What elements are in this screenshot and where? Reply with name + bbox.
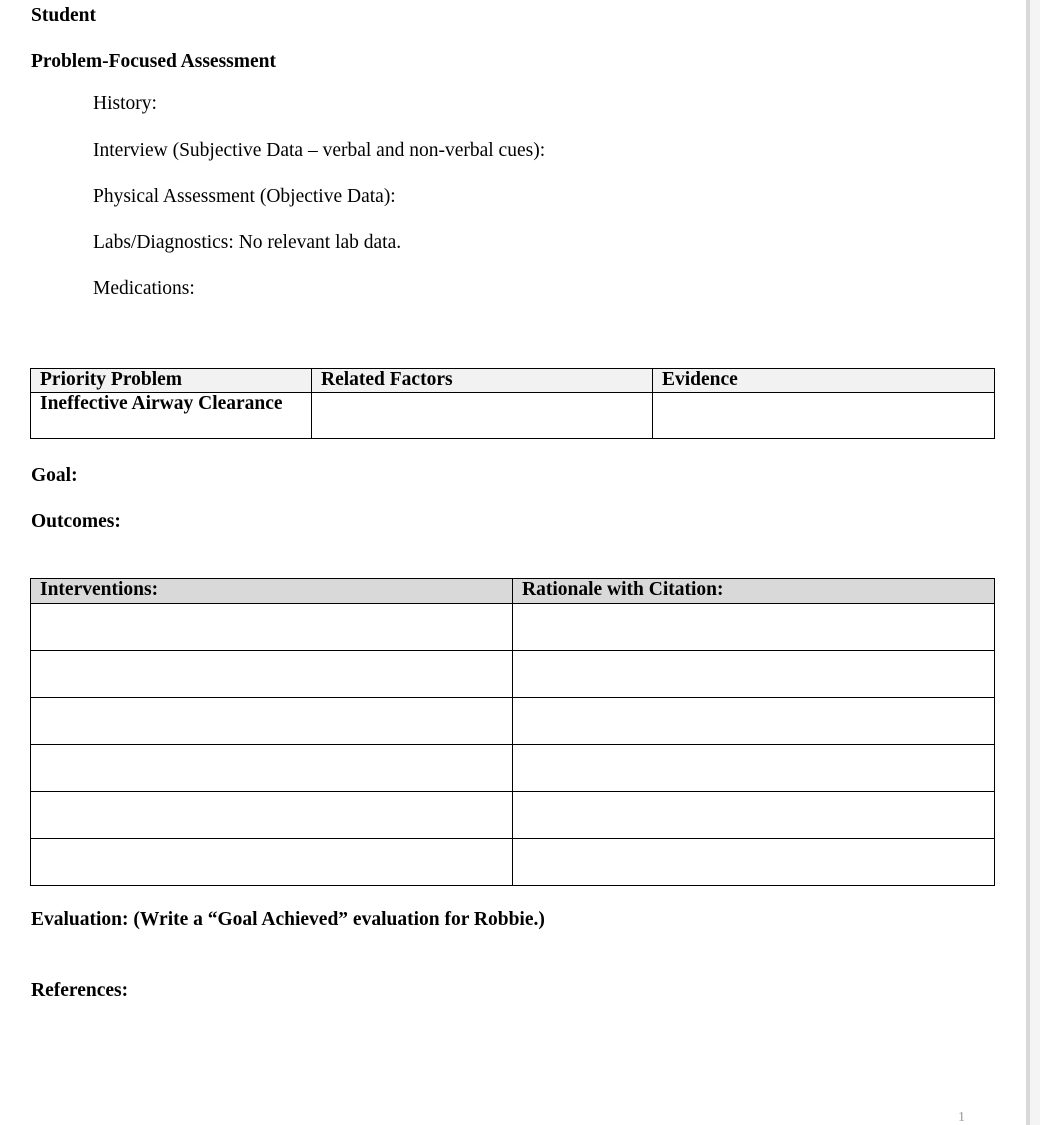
medications-label: Medications: — [93, 278, 195, 299]
evidence-cell[interactable] — [653, 393, 995, 439]
evaluation-label: Evaluation: (Write a “Goal Achieved” evaluation for Robbie.) — [31, 909, 545, 930]
table-header-row — [31, 579, 995, 604]
priority-problem-header: Priority Problem — [31, 369, 312, 393]
table-row — [31, 745, 995, 792]
page-number: 1 — [958, 1110, 965, 1125]
references-label: References: — [31, 980, 129, 1001]
priority-problem-cell[interactable]: Ineffective Airway Clearance — [31, 393, 312, 439]
table-row — [31, 651, 995, 698]
rationale-header: Rationale with Citation: — [513, 579, 995, 604]
interview-label: Interview (Subjective Data – verbal and non-verbal cues): — [93, 140, 546, 161]
related-factors-cell[interactable] — [312, 393, 653, 439]
rationale-cell[interactable] — [513, 839, 995, 886]
rationale-cell[interactable] — [513, 745, 995, 792]
interventions-table — [30, 578, 995, 886]
goal-label: Goal: — [31, 465, 78, 486]
table-row — [31, 393, 995, 439]
related-factors-header: Related Factors — [312, 369, 653, 393]
intervention-cell[interactable] — [31, 698, 513, 745]
intervention-cell[interactable] — [31, 745, 513, 792]
intervention-cell[interactable] — [31, 604, 513, 651]
table-row — [31, 792, 995, 839]
evidence-header: Evidence — [653, 369, 995, 393]
rationale-cell[interactable] — [513, 651, 995, 698]
intervention-cell[interactable] — [31, 651, 513, 698]
rationale-cell[interactable] — [513, 698, 995, 745]
interventions-header: Interventions: — [31, 579, 513, 604]
priority-problem-table — [30, 368, 995, 439]
page-margin-background — [1030, 0, 1040, 1125]
intervention-cell[interactable] — [31, 839, 513, 886]
table-row — [31, 698, 995, 745]
table-header-row — [31, 369, 995, 393]
outcomes-label: Outcomes: — [31, 511, 121, 532]
table-row — [31, 604, 995, 651]
rationale-cell[interactable] — [513, 604, 995, 651]
history-label: History: — [93, 93, 157, 114]
rationale-cell[interactable] — [513, 792, 995, 839]
section-title: Problem-Focused Assessment — [31, 51, 276, 72]
intervention-cell[interactable] — [31, 792, 513, 839]
labs-diagnostics-label: Labs/Diagnostics: No relevant lab data. — [93, 232, 402, 253]
student-label: Student — [31, 5, 97, 26]
table-row — [31, 839, 995, 886]
physical-assessment-label: Physical Assessment (Objective Data): — [93, 186, 396, 207]
